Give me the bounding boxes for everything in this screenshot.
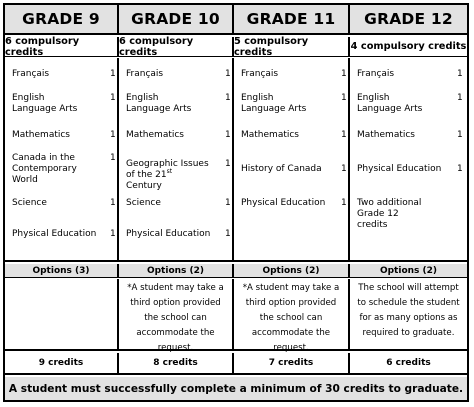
grade-9-total: 9 credits (5, 353, 119, 373)
grade-9-header: GRADE 9 (5, 5, 119, 33)
subject-name: Physical Education (126, 229, 211, 239)
subject-name: Physical Education (12, 229, 97, 239)
subject-name: Français (126, 69, 164, 79)
subject-item (357, 164, 463, 175)
grade-9-options-note (5, 279, 119, 349)
graduation-requirements-table (3, 3, 469, 402)
grade-10-options-label: Options (2) (119, 264, 234, 277)
grade-12-total: 6 credits (386, 358, 431, 368)
subject-name: Français (241, 69, 279, 79)
compulsory-credits-row (5, 37, 467, 57)
subject-credit: 1 (225, 130, 231, 140)
subject-item (241, 130, 347, 141)
grade-11-header: GRADE 11 (234, 5, 350, 33)
grade-12-options-note: The school will attempt to schedule the student for as many options as required to graduate. (357, 283, 460, 338)
subject-credit: 1 (457, 130, 463, 140)
subject-name: English Language Arts (12, 93, 78, 114)
grade-9-options-label: Options (3) (5, 264, 119, 277)
grade-10-compulsory: 6 compulsory credits (119, 37, 234, 56)
total-credits-row (5, 353, 467, 375)
subject-item (12, 198, 116, 209)
subject-item (126, 198, 231, 209)
grade-header-row (5, 5, 467, 35)
subject-name: Geographic Issues of the 21st Century (126, 159, 209, 191)
options-notes-row (5, 279, 467, 351)
subject-name: History of Canada (241, 164, 322, 174)
subject-name: Physical Education (357, 164, 442, 174)
graduation-footer-note: A student must successfully complete a minimum of 30 credits to graduate. (5, 377, 467, 400)
grade-12-options-label: Options (2) (350, 264, 467, 277)
subject-item (241, 93, 347, 115)
subject-name: Français (357, 69, 395, 79)
subject-credit: 1 (341, 69, 347, 79)
subject-name: English Language Arts (241, 93, 307, 114)
subject-item (12, 229, 116, 240)
subject-item (126, 69, 231, 80)
grade-10-subjects (119, 58, 234, 262)
subject-name: Mathematics (241, 130, 299, 140)
subject-item (126, 229, 231, 240)
subject-item (357, 69, 463, 80)
grade-10-total: 8 credits (119, 353, 234, 373)
grade-12-header: GRADE 12 (350, 5, 467, 33)
subject-credit: 1 (341, 130, 347, 140)
subject-name: Physical Education (241, 198, 326, 208)
subject-credit: 1 (110, 130, 116, 140)
subject-item (357, 198, 423, 231)
subject-credit: 1 (110, 153, 116, 163)
subject-item (241, 198, 347, 209)
subject-credit: 1 (341, 93, 347, 103)
subject-name: English Language Arts (357, 93, 423, 114)
subject-item (357, 93, 463, 115)
subject-credit: 1 (457, 164, 463, 174)
subject-name: Français (12, 69, 50, 79)
options-header-row (5, 264, 467, 278)
subject-item (12, 153, 116, 186)
subject-item (12, 69, 116, 80)
subject-name: Science (12, 198, 47, 208)
grade-12-compulsory: 4 compulsory credits (350, 41, 467, 52)
subject-item (357, 130, 463, 141)
subject-name: Mathematics (126, 130, 184, 140)
subject-item (12, 130, 116, 141)
grade-10-options-note: *A student may take a third option provided the school can accommodate the request. (119, 279, 234, 349)
subject-credit: 1 (225, 93, 231, 103)
subject-item (126, 130, 231, 141)
subject-item (12, 93, 116, 115)
subject-item (126, 159, 231, 192)
subject-credit: 1 (110, 198, 116, 208)
grade-11-options-note: *A student may take a third option provided the school can accommodate the request. (234, 279, 350, 349)
subject-item (126, 93, 231, 115)
grade-11-subjects (234, 58, 350, 262)
subject-credit: 1 (457, 93, 463, 103)
grade-11-options-label: Options (2) (234, 264, 350, 277)
subject-name: Mathematics (357, 130, 415, 140)
subject-name: Science (126, 198, 161, 208)
subject-credit: 1 (225, 229, 231, 239)
subject-credit: 1 (457, 69, 463, 79)
subject-credit: 1 (110, 93, 116, 103)
subject-credit: 1 (225, 159, 231, 169)
grade-10-header: GRADE 10 (119, 5, 234, 33)
grade-9-subjects (5, 58, 119, 262)
subject-name: Two additional Grade 12 credits (357, 198, 422, 230)
subject-credit: 1 (225, 69, 231, 79)
subject-name: Canada in the Contemporary World (12, 153, 77, 185)
subject-name: Mathematics (12, 130, 70, 140)
grade-12-subjects (350, 58, 467, 262)
subject-credit: 1 (110, 69, 116, 79)
subject-item (241, 164, 347, 175)
subject-item (241, 69, 347, 80)
subject-credit: 1 (341, 198, 347, 208)
grade-11-total: 7 credits (234, 353, 350, 373)
subject-credit: 1 (341, 164, 347, 174)
subject-credit: 1 (110, 229, 116, 239)
grade-9-compulsory: 6 compulsory credits (5, 37, 119, 56)
grade-11-compulsory: 5 compulsory credits (234, 37, 350, 56)
subjects-row (5, 58, 467, 262)
subject-credit: 1 (225, 198, 231, 208)
subject-name: English Language Arts (126, 93, 192, 114)
